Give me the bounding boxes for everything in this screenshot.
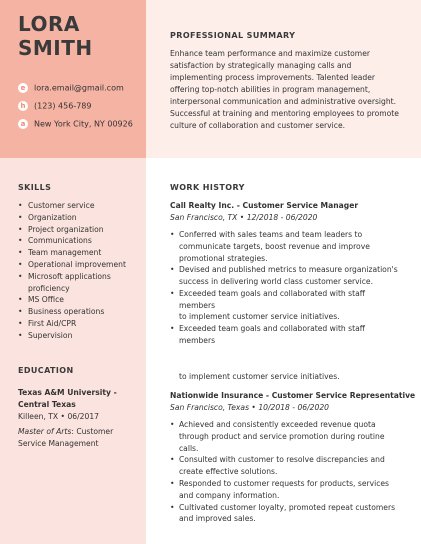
job-title: Nationwide Insurance - Customer Service Representative (170, 391, 416, 400)
job-continuation-text: to implement customer service initiatives. (179, 372, 340, 381)
phone-icon: h (18, 101, 28, 111)
job-location-date: San Francisco, TX • 12/2018 - 06/2020 (170, 213, 318, 222)
skill-item: • Supervision (18, 330, 146, 342)
last-name: SMITH (18, 36, 93, 60)
contact-email (18, 83, 124, 94)
education-degree (18, 426, 140, 450)
education-school: Texas A&M University - Central Texas (18, 388, 117, 409)
phone-text: (123) 456-789 (34, 101, 92, 111)
candidate-name (18, 12, 93, 60)
education-location-date: Killeen, TX • 06/2017 (18, 412, 99, 421)
contact-location (18, 119, 133, 130)
job-bullet: • Responded to customer requests for products, services and company information. (170, 478, 402, 502)
job-bullet: • Exceeded team goals and collaborated with staff members (170, 323, 402, 347)
education-heading: EDUCATION (18, 366, 74, 375)
skill-item: • Project organization (18, 224, 146, 236)
email-icon: e (18, 83, 28, 93)
summary-heading: PROFESSIONAL SUMMARY (170, 31, 296, 40)
job-bullet: • Achieved and consistently exceeded revenue quota through product and service promotion during routine calls. (170, 419, 402, 454)
skill-item: • Team management (18, 247, 146, 259)
job-bullet-continuation: to implement customer service initiatives. (179, 312, 340, 321)
work-heading: WORK HISTORY (170, 183, 245, 192)
skill-item: • Organization (18, 212, 146, 224)
summary-text: Enhance team performance and maximize customer satisfaction by strategically managing calls and implementing process improvements. Talented leader offering top-notch abilities in program management, interpersonal communication and administrative oversight. Successful at training and mentoring employees to promote culture of collaboration and customer service. (170, 49, 399, 130)
skill-item: • Business operations (18, 306, 146, 318)
job-bullet: • Conferred with sales teams and team leaders to communicate targets, boost revenue and improve promotional strategies. (170, 229, 402, 264)
skill-item: • Operational improvement (18, 259, 146, 271)
job-bullets (170, 323, 402, 347)
job-bullet: • Exceeded team goals and collaborated with staff members (170, 288, 402, 312)
skill-item: • Customer service (18, 200, 146, 212)
skills-heading: SKILLS (18, 183, 52, 192)
job-bullet: • Consulted with customer to resolve discrepancies and create effective solutions. (170, 454, 402, 478)
first-name: LORA (18, 12, 80, 36)
job-bullets (170, 419, 402, 525)
contact-phone (18, 101, 91, 112)
location-icon: a (18, 119, 28, 129)
job-location-date: San Francisco, Texas • 10/2018 - 06/2020 (170, 403, 329, 412)
skill-item: • MS Office (18, 294, 146, 306)
email-text: lora.email@gmail.com (34, 83, 124, 93)
skills-list (18, 200, 146, 342)
job-bullets (170, 229, 402, 312)
job-bullet: • Devised and published metrics to measure organization's success in delivering world class customer service. (170, 264, 402, 288)
degree-field: : Customer Service Management (18, 427, 114, 448)
skill-item: • Microsoft applications proficiency (18, 271, 146, 295)
location-text: New York City, NY 00926 (34, 119, 133, 129)
degree-name: Master of Arts (18, 427, 72, 436)
job-title: Call Realty Inc. - Customer Service Manager (170, 201, 359, 210)
skill-item: • First Aid/CPR (18, 318, 146, 330)
skill-item: • Communications (18, 235, 146, 247)
job-bullet: • Cultivated customer loyalty, promoted repeat customers and improved sales. (170, 502, 402, 526)
